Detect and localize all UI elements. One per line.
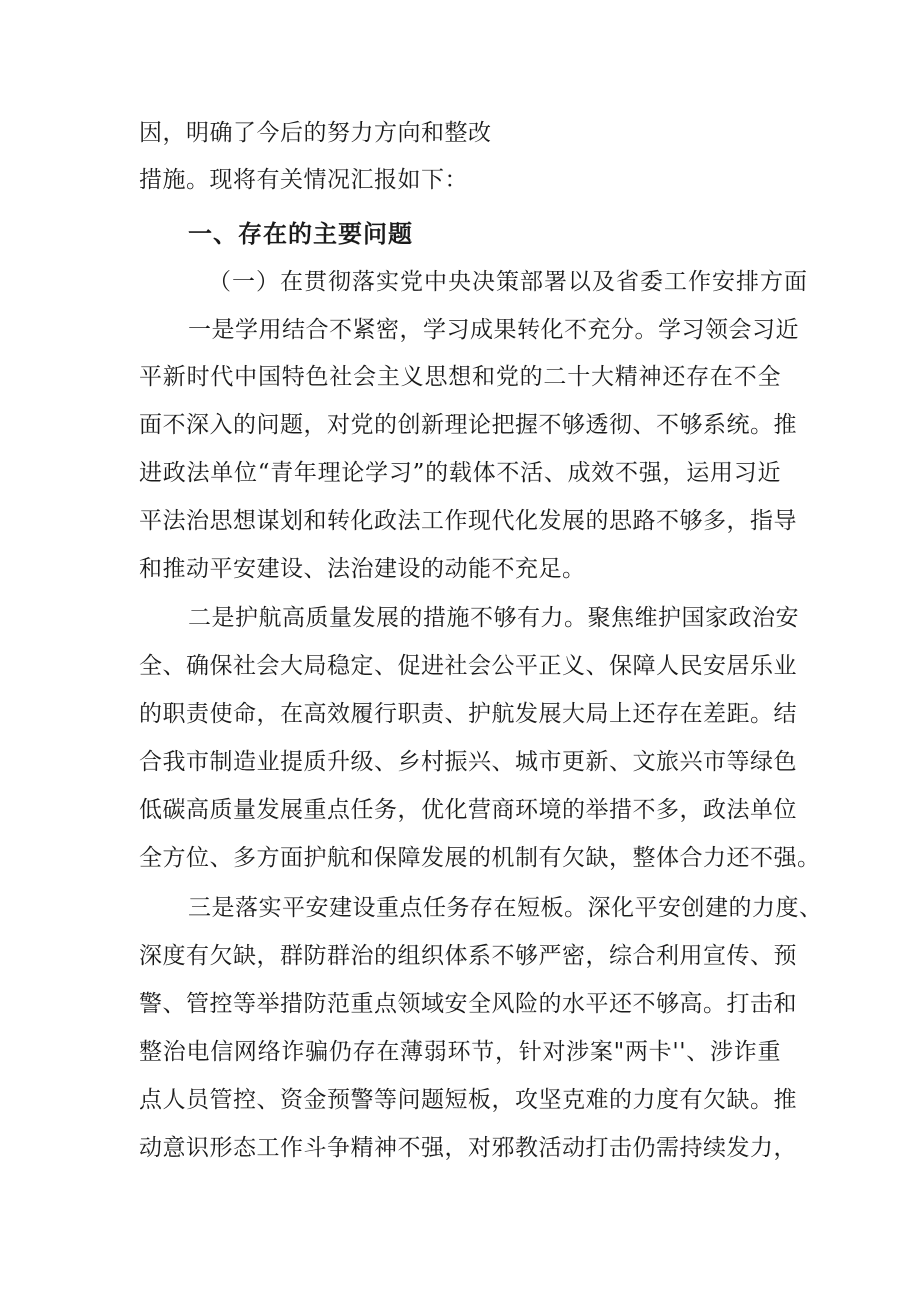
paragraph-3-line-4: 整治电信网络诈骗仍存在薄弱环节，针对涉案"两卡''、涉诈重 — [139, 1039, 781, 1065]
paragraph-3-line-6: 动意识形态工作斗争精神不强，对邪教活动打击仍需持续发力， — [139, 1135, 797, 1161]
paragraph-2-line-4: 合我市制造业提质升级、乡村振兴、城市更新、文旅兴市等绿色 — [139, 749, 797, 775]
intro-line-1: 因，明确了今后的努力方向和整改 — [139, 120, 492, 146]
intro-line-2: 措施。现将有关情况汇报如下： — [139, 167, 468, 193]
paragraph-3-line-2: 深度有欠缺，群防群治的组织体系不够严密，综合利用宣传、预 — [139, 943, 797, 969]
paragraph-1-line-5: 平法治思想谋划和转化政法工作现代化发展的思路不够多，指导 — [139, 508, 797, 534]
paragraph-1-line-3: 面不深入的问题，对党的创新理论把握不够透彻、不够系统。推 — [139, 412, 797, 438]
section-heading: 一、存在的主要问题 — [188, 220, 413, 248]
section-subheading: （一）在贯彻落实党中央决策部署以及省委工作安排方面 — [208, 269, 808, 295]
paragraph-2-line-2: 全、确保社会大局稳定、促进社会公平正义、保障人民安居乐业 — [139, 653, 797, 679]
paragraph-3-line-5: 点人员管控、资金预警等问题短板，攻坚克难的力度有欠缺。推 — [139, 1087, 797, 1113]
paragraph-2-line-1: 二是护航高质量发展的措施不够有力。聚焦维护国家政治安 — [188, 605, 799, 631]
paragraph-1-line-4: 进政法单位“青年理论学习”的载体不活、成效不强，运用习近 — [139, 460, 781, 486]
paragraph-2-line-5: 低碳高质量发展重点任务，优化营商环境的举措不多，政法单位 — [139, 797, 797, 823]
paragraph-3-line-3: 警、管控等举措防范重点领域安全风险的水平还不够高。打击和 — [139, 991, 797, 1017]
paragraph-1-line-2: 平新时代中国特色社会主义思想和党的二十大精神还存在不全 — [139, 364, 781, 390]
paragraph-2-line-6: 全方位、多方面护航和保障发展的机制有欠缺，整体合力还不强。 — [139, 845, 821, 871]
paragraph-3-line-1: 三是落实平安建设重点任务存在短板。深化平安创建的力度、 — [188, 895, 823, 921]
paragraph-1-line-1: 一是学用结合不紧密，学习成果转化不充分。学习领会习近 — [188, 317, 799, 343]
paragraph-1-line-6: 和推动平安建设、法治建设的动能不充足。 — [139, 556, 586, 582]
paragraph-2-line-3: 的职责使命，在高效履行职责、护航发展大局上还存在差距。结 — [139, 701, 797, 727]
